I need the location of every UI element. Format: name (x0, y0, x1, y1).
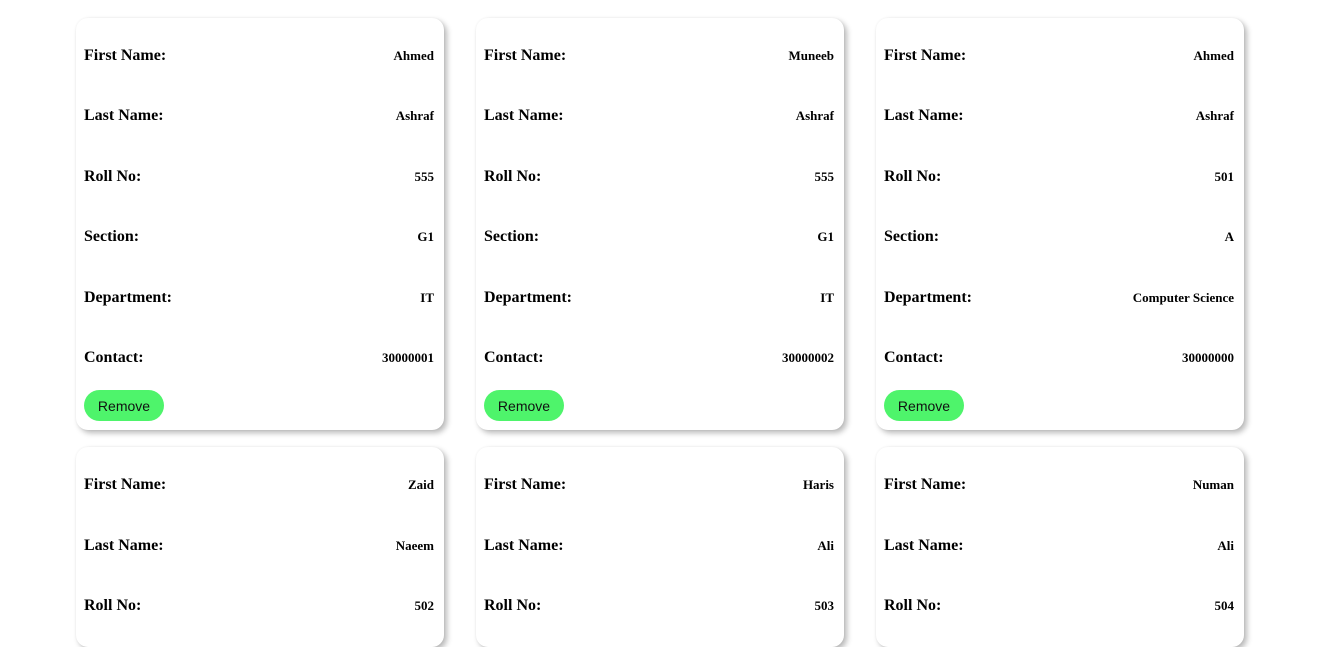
roll-no-label: Roll No: (84, 597, 142, 614)
first-name-row (84, 475, 434, 495)
first-name-value: Numan (1192, 477, 1234, 492)
last-name-row (884, 536, 1234, 556)
section-row (84, 227, 434, 247)
roll-no-value: 502 (414, 598, 434, 613)
first-name-value: Ahmed (393, 48, 434, 63)
student-card (76, 18, 444, 430)
section-value: G1 (817, 229, 834, 244)
section-label: Section: (84, 228, 140, 245)
section-row (484, 227, 834, 247)
first-name-row (484, 475, 834, 495)
student-card (476, 447, 844, 647)
roll-no-row (884, 596, 1234, 616)
last-name-value: Naeem (395, 538, 434, 553)
department-value: IT (820, 290, 834, 305)
roll-no-label: Roll No: (84, 168, 142, 185)
department-value: Computer Science (1132, 290, 1234, 305)
contact-label: Contact: (884, 349, 944, 366)
section-value: A (1224, 229, 1234, 244)
department-row (484, 288, 834, 308)
roll-no-row (84, 167, 434, 187)
department-label: Department: (84, 289, 172, 306)
department-label: Department: (484, 289, 572, 306)
roll-no-label: Roll No: (884, 168, 942, 185)
roll-no-value: 504 (1214, 598, 1234, 613)
roll-no-row (84, 596, 434, 616)
roll-no-row (884, 167, 1234, 187)
roll-no-row (484, 167, 834, 187)
contact-row (484, 348, 834, 368)
first-name-value: Ahmed (1193, 48, 1234, 63)
contact-label: Contact: (84, 349, 144, 366)
roll-no-value: 503 (814, 598, 834, 613)
contact-value: 30000000 (1182, 350, 1234, 365)
contact-label: Contact: (484, 349, 544, 366)
first-name-label: First Name: (884, 47, 967, 64)
student-card (876, 18, 1244, 430)
department-label: Department: (884, 289, 972, 306)
first-name-row (84, 46, 434, 66)
last-name-value: Ashraf (395, 108, 434, 123)
last-name-label: Last Name: (884, 107, 964, 124)
first-name-row (884, 475, 1234, 495)
last-name-value: Ashraf (795, 108, 834, 123)
last-name-row (884, 106, 1234, 126)
roll-no-label: Roll No: (884, 597, 942, 614)
department-row (84, 288, 434, 308)
first-name-label: First Name: (84, 47, 167, 64)
last-name-value: Ali (1217, 538, 1234, 553)
remove-button[interactable]: Remove (484, 390, 564, 421)
first-name-row (884, 46, 1234, 66)
first-name-label: First Name: (84, 476, 167, 493)
first-name-value: Haris (802, 477, 834, 492)
student-card (876, 447, 1244, 647)
roll-no-label: Roll No: (484, 597, 542, 614)
contact-row (84, 348, 434, 368)
roll-no-value: 501 (1214, 169, 1234, 184)
first-name-row (484, 46, 834, 66)
last-name-row (484, 106, 834, 126)
last-name-label: Last Name: (484, 537, 564, 554)
contact-value: 30000002 (782, 350, 834, 365)
department-row (884, 288, 1234, 308)
remove-button[interactable]: Remove (84, 390, 164, 421)
roll-no-value: 555 (814, 169, 834, 184)
department-value: IT (420, 290, 434, 305)
last-name-label: Last Name: (884, 537, 964, 554)
first-name-value: Muneeb (788, 48, 834, 63)
student-card (76, 447, 444, 647)
remove-button[interactable]: Remove (884, 390, 964, 421)
first-name-label: First Name: (484, 47, 567, 64)
last-name-value: Ali (817, 538, 834, 553)
contact-row (884, 348, 1234, 368)
roll-no-value: 555 (414, 169, 434, 184)
section-label: Section: (884, 228, 940, 245)
last-name-row (84, 106, 434, 126)
section-row (884, 227, 1234, 247)
roll-no-label: Roll No: (484, 168, 542, 185)
last-name-label: Last Name: (84, 107, 164, 124)
first-name-label: First Name: (484, 476, 567, 493)
first-name-label: First Name: (884, 476, 967, 493)
section-value: G1 (417, 229, 434, 244)
last-name-label: Last Name: (484, 107, 564, 124)
contact-value: 30000001 (382, 350, 434, 365)
section-label: Section: (484, 228, 540, 245)
last-name-row (484, 536, 834, 556)
roll-no-row (484, 596, 834, 616)
last-name-value: Ashraf (1195, 108, 1234, 123)
first-name-value: Zaid (407, 477, 434, 492)
last-name-label: Last Name: (84, 537, 164, 554)
last-name-row (84, 536, 434, 556)
student-card (476, 18, 844, 430)
